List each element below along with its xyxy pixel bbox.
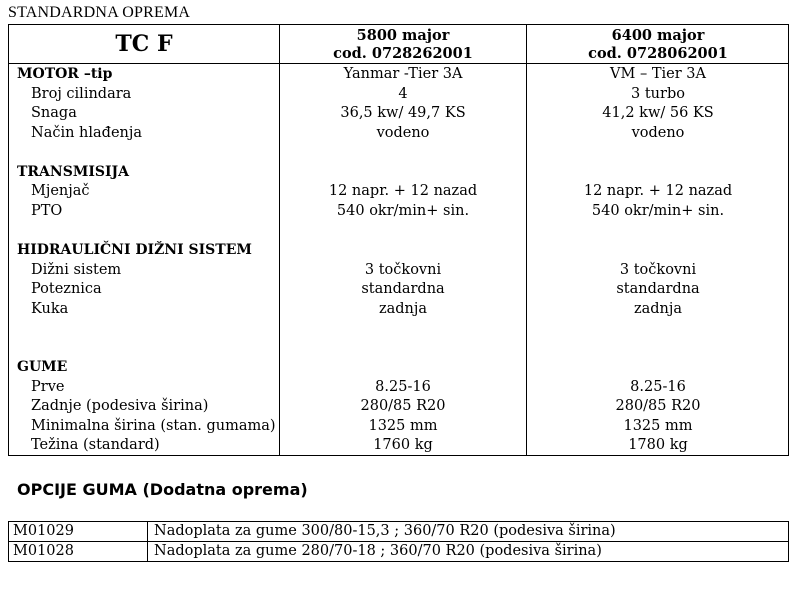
option-code: M01028 bbox=[13, 543, 74, 559]
spec-value-1: 8.25-16 bbox=[375, 378, 431, 395]
section-label: HIDRAULIČNI DIŽNI SISTEM bbox=[17, 241, 252, 258]
spec-row bbox=[9, 436, 788, 456]
option-description: Nadoplata za gume 280/70-18 ; 360/70 R20 (podesiva širina) bbox=[154, 543, 602, 559]
spec-value-1: 12 napr. + 12 nazad bbox=[328, 183, 478, 200]
spec-value-1: 540 okr/min+ sin. bbox=[336, 202, 470, 219]
column-header-1 bbox=[280, 27, 526, 63]
spec-value-2: 540 okr/min+ sin. bbox=[591, 202, 725, 219]
column-header-2 bbox=[527, 27, 789, 63]
spec-value-1: zadnja bbox=[378, 300, 428, 317]
section-label: GUME bbox=[17, 359, 68, 376]
spec-value-1: Yanmar -Tier 3A bbox=[343, 66, 463, 82]
spec-row bbox=[9, 280, 788, 300]
spec-row bbox=[9, 143, 788, 163]
spec-label: Minimalna širina (stan. gumama) bbox=[31, 417, 276, 434]
spec-row bbox=[9, 241, 788, 261]
spec-value-1: standardna bbox=[361, 281, 445, 298]
document-heading: STANDARDNA OPREMA bbox=[8, 4, 191, 21]
spec-label: Poteznica bbox=[31, 281, 102, 298]
options-table bbox=[8, 521, 789, 562]
spec-row bbox=[9, 202, 788, 222]
spec-row bbox=[9, 417, 788, 437]
spec-row bbox=[9, 65, 788, 85]
spec-label: Način hlađenja bbox=[31, 124, 143, 141]
spec-value-2: 1325 mm bbox=[623, 417, 693, 434]
spec-value-1: 36,5 kw/ 49,7 KS bbox=[340, 105, 466, 122]
spec-value-2: 12 napr. + 12 nazad bbox=[583, 183, 733, 200]
spec-label: Prve bbox=[31, 378, 65, 395]
spec-label: Mjenjač bbox=[31, 183, 90, 200]
spec-row bbox=[9, 163, 788, 183]
spec-label: Težina (standard) bbox=[31, 437, 160, 454]
header-divider bbox=[9, 63, 788, 64]
spec-row bbox=[9, 261, 788, 281]
spec-label: Broj cilindara bbox=[31, 85, 132, 102]
options-title: OPCIJE GUMA (Dodatna oprema) bbox=[17, 480, 308, 499]
spec-value-2: 280/85 R20 bbox=[615, 398, 701, 415]
spec-row bbox=[9, 300, 788, 320]
spec-value-1: 280/85 R20 bbox=[360, 398, 446, 415]
spec-value-2: zadnja bbox=[633, 300, 683, 317]
spec-row bbox=[9, 319, 788, 339]
section-label: MOTOR –tip bbox=[17, 66, 113, 82]
column-name: 5800 major bbox=[356, 27, 450, 44]
spec-value-2: 3 turbo bbox=[631, 85, 685, 102]
spec-value-1: 3 točkovni bbox=[364, 261, 442, 278]
option-code: M01029 bbox=[13, 523, 74, 539]
spec-value-2: VM – Tier 3A bbox=[610, 66, 706, 82]
spec-label: Snaga bbox=[31, 105, 77, 122]
spec-row bbox=[9, 378, 788, 398]
spec-value-2: standardna bbox=[616, 281, 700, 298]
spec-row bbox=[9, 124, 788, 144]
section-label: TRANSMISIJA bbox=[17, 163, 130, 180]
spec-row bbox=[9, 397, 788, 417]
spec-value-1: 1325 mm bbox=[368, 417, 438, 434]
spec-row bbox=[9, 221, 788, 241]
column-code: cod. 0728062001 bbox=[588, 45, 728, 62]
options-row bbox=[9, 522, 788, 541]
spec-label: Kuka bbox=[31, 300, 69, 317]
options-row bbox=[9, 541, 788, 561]
spec-label: Zadnje (podesiva širina) bbox=[31, 398, 209, 415]
spec-value-1: 4 bbox=[398, 85, 408, 102]
model-header: TC F bbox=[115, 31, 173, 57]
option-description: Nadoplata za gume 300/80-15,3 ; 360/70 R20 (podesiva širina) bbox=[154, 523, 616, 539]
spec-row bbox=[9, 182, 788, 202]
spec-label: Dižni sistem bbox=[31, 261, 122, 278]
spec-row bbox=[9, 85, 788, 105]
spec-value-2: 8.25-16 bbox=[630, 378, 686, 395]
spec-row bbox=[9, 104, 788, 124]
column-code: cod. 0728262001 bbox=[333, 45, 473, 62]
spec-value-2: vodeno bbox=[631, 124, 685, 141]
spec-value-1: vodeno bbox=[376, 124, 430, 141]
spec-value-2: 3 točkovni bbox=[619, 261, 697, 278]
spec-table bbox=[8, 24, 789, 456]
column-name: 6400 major bbox=[611, 27, 705, 44]
spec-label: PTO bbox=[31, 202, 63, 219]
spec-value-2: 1780 kg bbox=[628, 437, 688, 454]
spec-row bbox=[9, 358, 788, 378]
spec-row bbox=[9, 339, 788, 359]
spec-value-1: 1760 kg bbox=[373, 437, 433, 454]
spec-value-2: 41,2 kw/ 56 KS bbox=[602, 105, 714, 122]
